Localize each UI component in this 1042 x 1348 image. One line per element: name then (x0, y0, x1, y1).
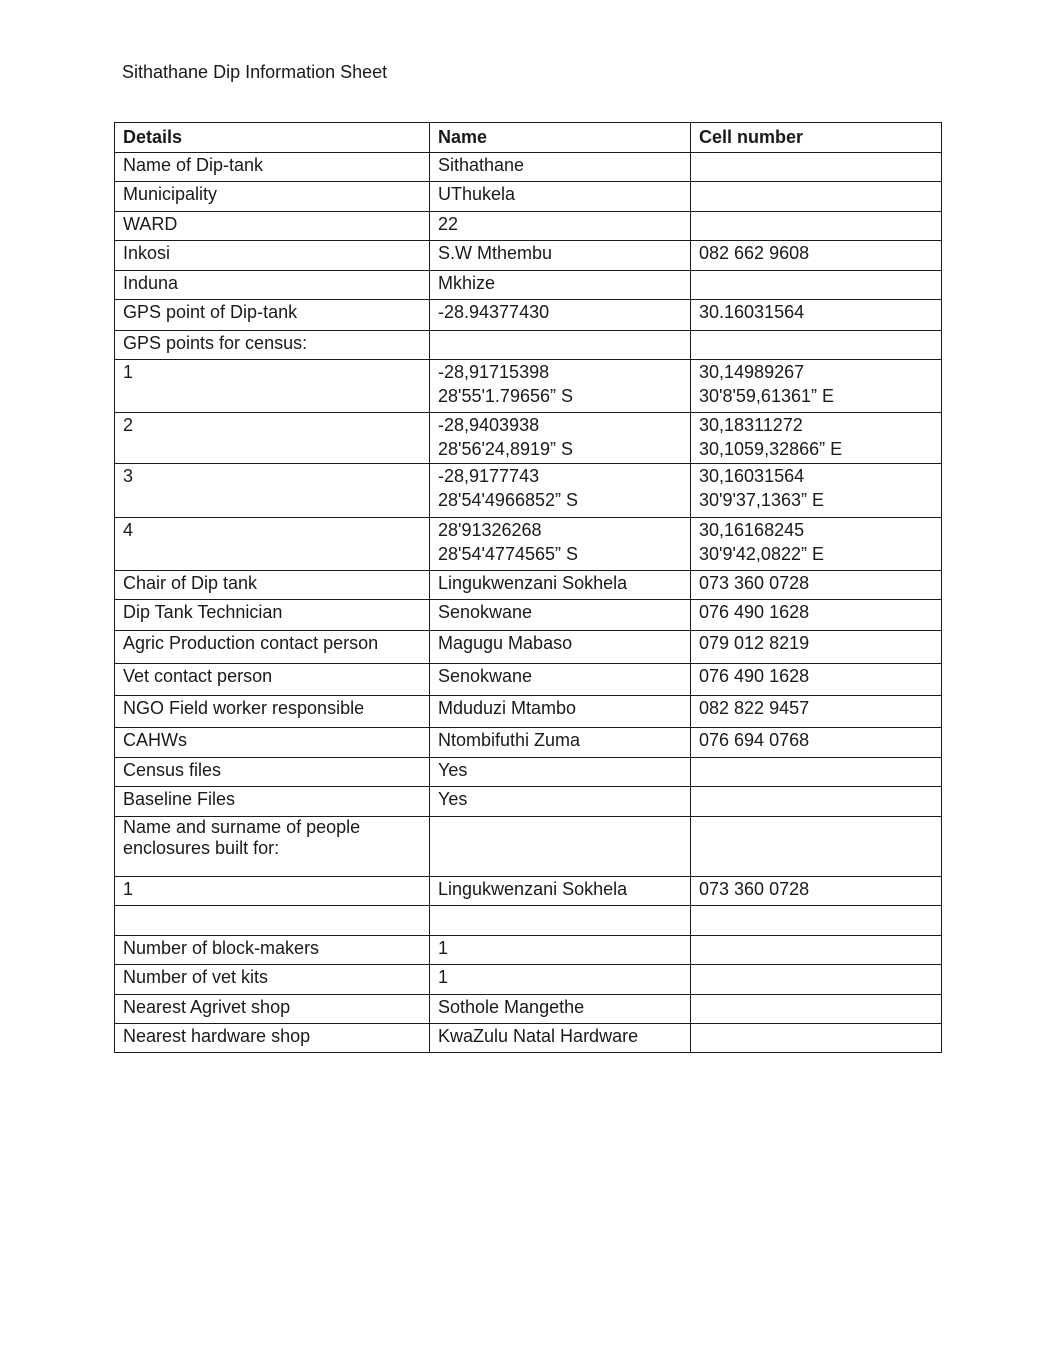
cell-number (691, 787, 942, 817)
table-row (115, 728, 942, 758)
cell-details: 4 (115, 518, 430, 571)
cell-number (691, 758, 942, 787)
cell-number-line: 30,16031564 (699, 466, 805, 486)
cell-name (430, 758, 691, 787)
cell-name (430, 413, 691, 464)
table-row (115, 153, 942, 182)
cell-name-line: Lingukwenzani Sokhela (438, 573, 628, 593)
cell-name-line: -28.94377430 (438, 302, 550, 322)
column-header-details: Details (115, 123, 430, 153)
cell-name (430, 787, 691, 817)
cell-number-line: 076 490 1628 (699, 666, 810, 686)
cell-number (691, 464, 942, 518)
cell-name (430, 331, 691, 360)
table-body (115, 153, 942, 1053)
cell-number (691, 518, 942, 571)
table-row (115, 631, 942, 664)
cell-name-line: -28,9177743 (438, 466, 540, 486)
cell-name (430, 464, 691, 518)
cell-details: Vet contact person (115, 664, 430, 696)
cell-name (430, 600, 691, 631)
cell-number (691, 360, 942, 413)
cell-details: Chair of Dip tank (115, 571, 430, 600)
cell-details: CAHWs (115, 728, 430, 758)
cell-details (115, 906, 430, 936)
cell-name (430, 965, 691, 995)
cell-number (691, 965, 942, 995)
cell-name (430, 664, 691, 696)
cell-number-line: 079 012 8219 (699, 633, 810, 653)
cell-name-line: 28'54'4966852” S (438, 490, 578, 510)
cell-details: Number of block-makers (115, 936, 430, 965)
table-row (115, 906, 942, 936)
cell-details: Municipality (115, 182, 430, 212)
table-row (115, 758, 942, 787)
cell-details: Inkosi (115, 241, 430, 271)
table-row (115, 571, 942, 600)
cell-details: NGO Field worker responsible (115, 696, 430, 728)
table-row (115, 464, 942, 518)
cell-number-line: 082 822 9457 (699, 698, 810, 718)
cell-number-line: 30'8'59,61361” E (699, 386, 834, 406)
cell-name-line: 28'55'1.79656” S (438, 386, 573, 406)
cell-name-line: Sithathane (438, 155, 525, 175)
cell-details: Induna (115, 271, 430, 300)
cell-number (691, 571, 942, 600)
cell-number-line: 30'9'37,1363” E (699, 490, 824, 510)
cell-name-line: -28,9403938 (438, 415, 540, 435)
cell-number (691, 1024, 942, 1053)
table-row (115, 1024, 942, 1053)
cell-name-line: 28'56'24,8919” S (438, 439, 573, 459)
cell-number (691, 631, 942, 664)
cell-name-line: UThukela (438, 184, 516, 204)
table-row (115, 995, 942, 1024)
table-row (115, 300, 942, 331)
table-row (115, 331, 942, 360)
column-header-cell-number: Cell number (691, 123, 942, 153)
cell-name (430, 906, 691, 936)
table-row (115, 696, 942, 728)
cell-number-line: 073 360 0728 (699, 573, 810, 593)
cell-name (430, 877, 691, 906)
cell-name-line: Yes (438, 760, 468, 780)
cell-details: GPS point of Dip-tank (115, 300, 430, 331)
table-header-row (115, 123, 942, 153)
cell-details: Agric Production contact person (115, 631, 430, 664)
cell-name (430, 182, 691, 212)
cell-name (430, 212, 691, 241)
cell-details: GPS points for census: (115, 331, 430, 360)
cell-name-line: 1 (438, 967, 449, 987)
cell-name-line: 22 (438, 214, 459, 234)
cell-number-line: 082 662 9608 (699, 243, 810, 263)
cell-number (691, 877, 942, 906)
cell-number (691, 182, 942, 212)
table-row (115, 413, 942, 464)
cell-number (691, 936, 942, 965)
cell-name-line: Senokwane (438, 666, 533, 686)
cell-name (430, 271, 691, 300)
cell-name (430, 1024, 691, 1053)
cell-details: Name and surname of people enclosures built for: (115, 817, 430, 877)
cell-details: 1 (115, 360, 430, 413)
cell-name-line: Magugu Mabaso (438, 633, 573, 653)
cell-details: Census files (115, 758, 430, 787)
cell-number (691, 331, 942, 360)
cell-details: 1 (115, 877, 430, 906)
cell-details: 2 (115, 413, 430, 464)
cell-number-line: 076 490 1628 (699, 602, 810, 622)
cell-number (691, 212, 942, 241)
cell-number (691, 241, 942, 271)
table-row (115, 936, 942, 965)
cell-name (430, 518, 691, 571)
cell-number (691, 728, 942, 758)
cell-details: Dip Tank Technician (115, 600, 430, 631)
cell-name-line: Lingukwenzani Sokhela (438, 879, 628, 899)
cell-name (430, 936, 691, 965)
cell-name (430, 696, 691, 728)
cell-name-line: 1 (438, 938, 449, 958)
cell-number (691, 271, 942, 300)
table-row (115, 518, 942, 571)
cell-name-line: S.W Mthembu (438, 243, 553, 263)
cell-details: Nearest Agrivet shop (115, 995, 430, 1024)
cell-details: Baseline Files (115, 787, 430, 817)
cell-number-line: 30,1059,32866” E (699, 439, 843, 459)
cell-number (691, 995, 942, 1024)
cell-name-line: Senokwane (438, 602, 533, 622)
cell-details: Number of vet kits (115, 965, 430, 995)
dip-info-table (114, 122, 942, 1053)
cell-details: Name of Dip-tank (115, 153, 430, 182)
cell-details: 3 (115, 464, 430, 518)
cell-number (691, 696, 942, 728)
cell-number (691, 300, 942, 331)
cell-name-line: Ntombifuthi Zuma (438, 730, 581, 750)
cell-name-line: -28,91715398 (438, 362, 550, 382)
table-row (115, 241, 942, 271)
table-row (115, 271, 942, 300)
table-row (115, 877, 942, 906)
cell-number (691, 153, 942, 182)
cell-name-line: Mduduzi Mtambo (438, 698, 577, 718)
cell-name-line: Mkhize (438, 273, 496, 293)
cell-name-line: 28'54'4774565” S (438, 544, 578, 564)
table-row (115, 965, 942, 995)
cell-number (691, 413, 942, 464)
cell-name (430, 241, 691, 271)
cell-number-line: 073 360 0728 (699, 879, 810, 899)
cell-number-line: 30,18311272 (699, 415, 803, 435)
cell-name (430, 995, 691, 1024)
cell-name (430, 300, 691, 331)
cell-number-line: 30,16168245 (699, 520, 805, 540)
column-header-name: Name (430, 123, 691, 153)
cell-number (691, 906, 942, 936)
table-row (115, 360, 942, 413)
table-row (115, 182, 942, 212)
cell-name-line: Yes (438, 789, 468, 809)
table-row (115, 664, 942, 696)
cell-name (430, 153, 691, 182)
cell-details: Nearest hardware shop (115, 1024, 430, 1053)
page-title: Sithathane Dip Information Sheet (122, 62, 388, 82)
cell-number-line: 076 694 0768 (699, 730, 810, 750)
table-row (115, 600, 942, 631)
cell-number-line: 30'9'42,0822” E (699, 544, 824, 564)
cell-name (430, 631, 691, 664)
cell-name (430, 360, 691, 413)
cell-name (430, 728, 691, 758)
cell-details: WARD (115, 212, 430, 241)
cell-name-line: KwaZulu Natal Hardware (438, 1026, 639, 1046)
cell-number-line: 30,14989267 (699, 362, 805, 382)
cell-number (691, 664, 942, 696)
cell-number-line: 30.16031564 (699, 302, 805, 322)
cell-number (691, 600, 942, 631)
cell-name-line: 28'91326268 (438, 520, 542, 540)
table-row (115, 817, 942, 877)
cell-name (430, 817, 691, 877)
cell-number (691, 817, 942, 877)
table-row (115, 212, 942, 241)
cell-name-line: Sothole Mangethe (438, 997, 585, 1017)
cell-name (430, 571, 691, 600)
table-row (115, 787, 942, 817)
